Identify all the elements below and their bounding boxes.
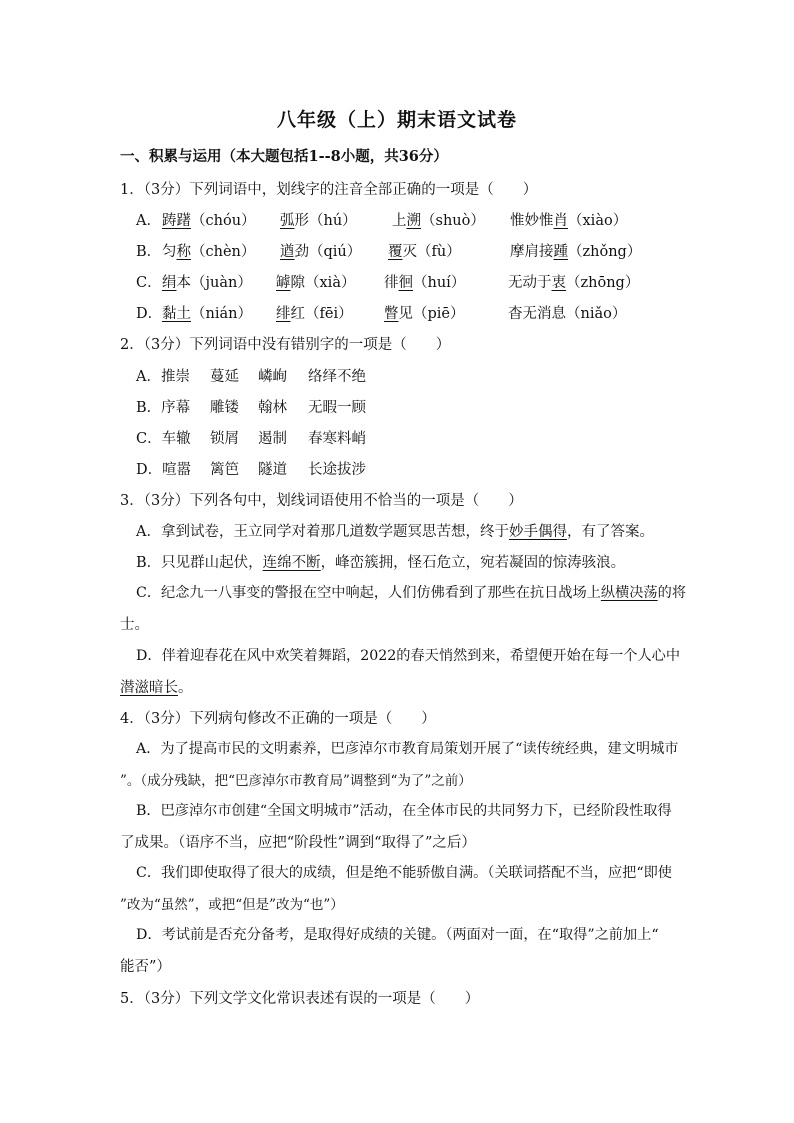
q4-option-a-line-2: ”。（成分残缺，把“巴彦淖尔市教育局”调整到“为了”之前）: [120, 773, 472, 789]
q1-option-c-item-4: 无动于衷（zhōng）: [508, 275, 640, 291]
q2-option-b-word-3: 翰林: [258, 400, 287, 416]
q2-option-a-word-4: 络绎不绝: [308, 369, 366, 385]
q2-option-a-word-1: A．推崇: [136, 369, 190, 385]
q3-option-b: B．只见群山起伏，连绵不断，峰峦簇拥，怪石危立，宛若凝固的惊涛骇浪。: [136, 555, 626, 571]
q1-option-c-item-1: 绢本（juàn）: [162, 275, 252, 291]
q2-option-c-word-1: C．车辙: [136, 431, 191, 447]
question-5-stem: 5．（3分）下列文学文化常识表述有误的一项是（ ）: [120, 991, 480, 1007]
q1-option-d-item-3: 瞥见（piē）: [384, 306, 465, 322]
q1-option-c-label: C．: [136, 275, 162, 291]
q3-option-d-line-2: 潜滋暗长。: [120, 680, 193, 696]
q1-option-b-item-2: 遒劲（qiú）: [280, 244, 362, 260]
q4-option-c-line-2: ”改为“虽然”，或把“但是”改为“也”）: [120, 897, 344, 913]
q1-option-d-item-1: 黏土（nián）: [162, 306, 252, 322]
q2-option-b-word-2: 雕镂: [210, 400, 239, 416]
q2-option-c-word-3: 遏制: [258, 431, 287, 447]
q1-option-a-item-3: 上溯（shuò）: [392, 213, 485, 229]
q2-option-a-word-3: 嶙峋: [258, 369, 287, 385]
q4-option-b-line-2: 了成果。（语序不当，应把“阶段性”调到“取得了”之后）: [120, 835, 476, 851]
question-1-stem: 1．（3分）下列词语中，划线字的注音全部正确的一项是（ ）: [120, 182, 538, 198]
q2-option-b-word-1: B．序幕: [136, 400, 191, 416]
q1-option-a-item-4: 惟妙惟肖（xiào）: [510, 213, 628, 229]
q1-option-a-item-2: 弧形（hú）: [280, 213, 357, 229]
q2-option-d-word-1: D．喧嚣: [136, 462, 192, 478]
q4-option-a-line-1: A．为了提高市民的文明素养，巴彦淖尔市教育局策划开展了“读传统经典，建文明城市: [136, 741, 679, 757]
q1-option-b-item-4: 摩肩接踵（zhǒng）: [510, 244, 642, 260]
q1-option-c-item-3: 徘徊（huí）: [384, 275, 466, 291]
q1-option-c-item-2: 罅隙（xià）: [276, 275, 356, 291]
q2-option-c-word-4: 春寒料峭: [308, 431, 366, 447]
question-4-stem: 4．（3分）下列病句修改不正确的一项是（ ）: [120, 711, 436, 727]
q1-option-a-item-1: 踌躇（chóu）: [162, 213, 256, 229]
q2-option-a-word-2: 蔓延: [210, 369, 239, 385]
q2-option-d-word-3: 隧道: [258, 462, 287, 478]
q3-option-c-line-1: C．纪念九一八事变的警报在空中响起，人们仿佛看到了那些在抗日战场上纵横决荡的将: [136, 585, 687, 601]
q1-option-a-label: A．: [136, 213, 161, 229]
q1-option-b-item-3: 覆灭（fù）: [388, 244, 461, 260]
section-heading: 一、积累与运用（本大题包括1--8小题，共36分）: [120, 148, 448, 165]
q2-option-c-word-2: 锁屑: [210, 431, 239, 447]
question-2-stem: 2．（3分）下列词语中没有错别字的一项是（ ）: [120, 337, 451, 353]
page-title: 八年级（上）期末语文试卷: [276, 109, 517, 131]
q1-option-d-item-4: 杳无消息（niǎo）: [508, 306, 627, 322]
q2-option-d-word-2: 篱笆: [210, 462, 239, 478]
q4-option-b-line-1: B．巴彦淖尔市创建“全国文明城市”活动，在全体市民的共同努力下，已经阶段性取得: [136, 803, 672, 819]
q1-option-b-label: B．: [136, 244, 162, 260]
q4-option-d-line-1: D．考试前是否充分备考，是取得好成绩的关键。（两面对一面，在“取得”之前加上“: [136, 927, 659, 943]
q4-option-d-line-2: 能否”）: [120, 959, 171, 975]
q1-option-b-item-1: 匀称（chèn）: [162, 244, 256, 260]
q2-option-b-word-4: 无暇一顾: [308, 400, 366, 416]
question-3-stem: 3．（3分）下列各句中，划线词语使用不恰当的一项是（ ）: [120, 493, 523, 509]
q3-option-a: A．拿到试卷，王立同学对着那几道数学题冥思苦想，终于妙手偶得，有了答案。: [136, 524, 654, 540]
q1-option-d-label: D．: [136, 306, 163, 322]
q4-option-c-line-1: C．我们即使取得了很大的成绩，但是绝不能骄傲自满。（关联词搭配不当，应把“即使: [136, 865, 672, 881]
q3-option-c-line-2: 士。: [120, 617, 149, 633]
q1-option-d-item-2: 绯红（fēi）: [276, 306, 353, 322]
q2-option-d-word-4: 长途拔涉: [308, 462, 366, 478]
q3-option-d-line-1: D．伴着迎春花在风中欢笑着舞蹈，2022的春天悄然到来，希望便开始在每一个人心中: [136, 648, 681, 664]
